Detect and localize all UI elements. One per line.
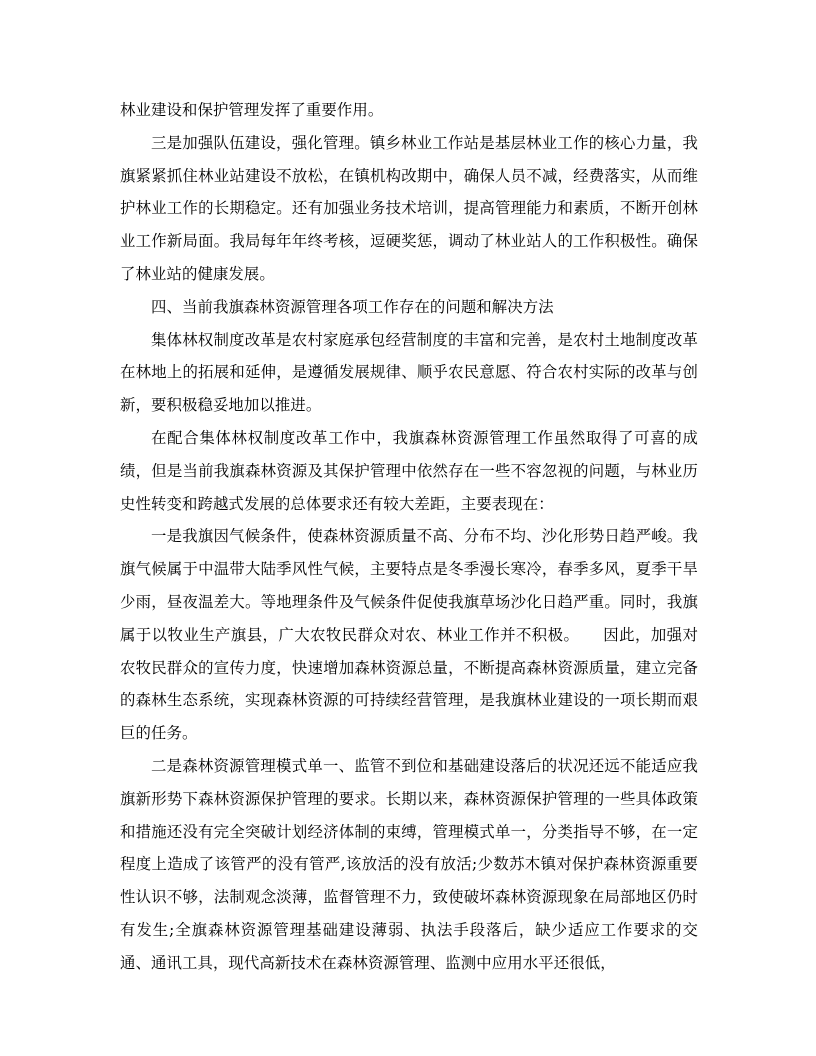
document-page bbox=[120, 94, 698, 980]
paragraph-4: 在配合集体林权制度改革工作中，我旗森林资源管理工作虽然取得了可喜的成绩，但是当前我旗森林资源及其保护管理中依然存在一些不容忽视的问题，与林业历史性转变和跨越式发展的总体要求还有较大差距，主要表现在： bbox=[120, 428, 698, 513]
paragraph-5: 一是我旗因气候条件，使森林资源质量不高、分布不均、沙化形势日趋严峻。我旗气候属于中温带大陆季风性气候，主要特点是冬季漫长寒冷，春季多风，夏季干旱少雨，昼夜温差大。等地理条件及气候条件促使我旗草场沙化日趋严重。同时，我旗属于以牧业生产旗县，广大农牧民群众对农、林业工作并不积极。 因此，加强对农牧民群众的宣传力度，快速增加森林资源总量，不断提高森林资源质量，建立完备的森林生态系统，实现森林资源的可持续经营管理，是我旗林业建设的一项长期而艰巨的任务。 bbox=[120, 527, 698, 743]
paragraph-6: 二是森林资源管理模式单一、监管不到位和基础建设落后的状况还远不能适应我旗新形势下森林资源保护管理的要求。长期以来，森林资源保护管理的一些具体政策和措施还没有完全突破计划经济体制的束缚，管理模式单一，分类指导不够，在一定程度上造成了该管严的没有管严,该放活的没有放活;少数苏木镇对保护森林资源重要性认识不够，法制观念淡薄，监督管理不力，致使破坏森林资源现象在局部地区仍时有发生;全旗森林资源管理基础建设薄弱、执法手段落后，缺少适应工作要求的交通、通讯工具，现代高新技术在森林资源管理、监测中应用水平还很低， bbox=[120, 756, 698, 972]
paragraph-3: 集体林权制度改革是农村家庭承包经营制度的丰富和完善，是农村土地制度改革在林地上的拓展和延伸，是遵循发展规律、顺乎农民意愿、符合农村实际的改革与创新，要积极稳妥地加以推进。 bbox=[120, 330, 698, 415]
paragraph-2: 三是加强队伍建设，强化管理。镇乡林业工作站是基层林业工作的核心力量，我旗紧紧抓住林业站建设不放松，在镇机构改期中，确保人员不减，经费落实，从而维护林业工作的长期稳定。还有加强业务技术培训，提高管理能力和素质，不断开创林业工作新局面。我局每年年终考核，逗硬奖惩，调动了林业站人的工作积极性。确保了林业站的健康发展。 bbox=[120, 133, 698, 283]
section-heading: 四、当前我旗森林资源管理各项工作存在的问题和解决方法 bbox=[151, 297, 554, 316]
paragraph-1: 林业建设和保护管理发挥了重要作用。 bbox=[120, 101, 384, 119]
